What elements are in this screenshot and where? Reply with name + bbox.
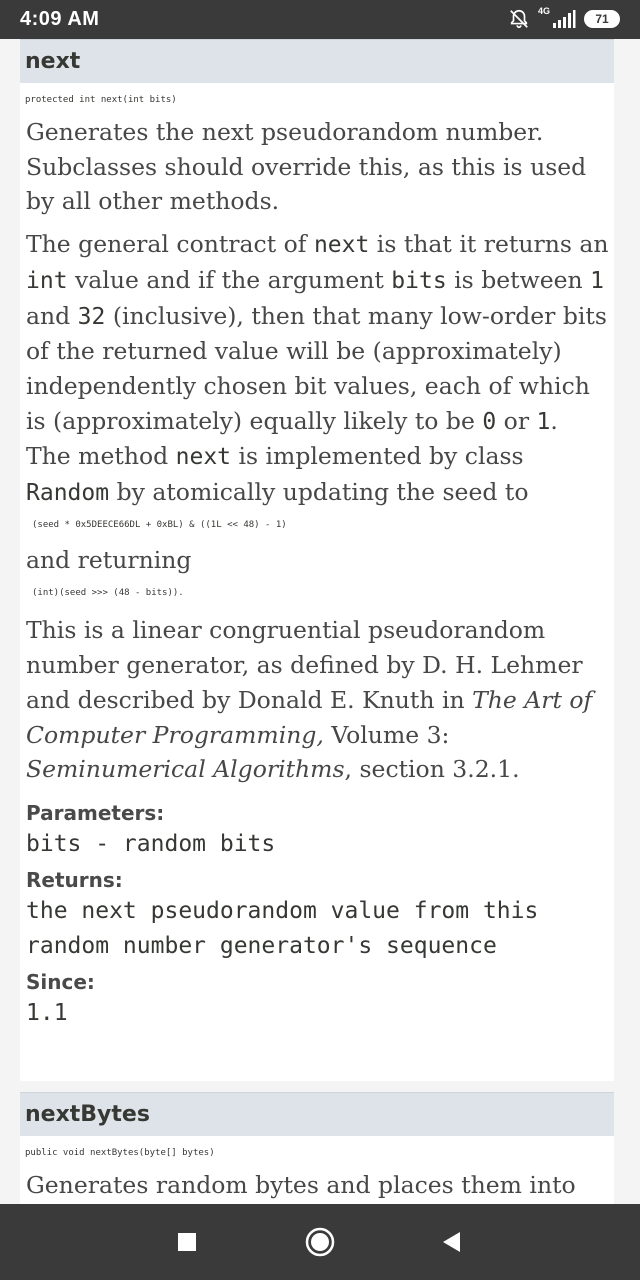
- description-paragraph: Generates random bytes and places them into: [26, 1171, 576, 1199]
- since-label: Since:: [26, 969, 95, 994]
- code-1b: 1: [536, 408, 551, 435]
- book-title: The Art of Computer Programming,: [26, 685, 593, 749]
- code-1: 1: [590, 267, 604, 294]
- doc-content[interactable]: [0, 39, 640, 1204]
- text-span: is that it returns an: [369, 230, 609, 259]
- status-time: 4:09 AM: [20, 8, 100, 30]
- back-button[interactable]: [435, 1226, 467, 1258]
- text-span: is between: [446, 265, 591, 294]
- text-span: , section 3.2.1.: [344, 755, 520, 784]
- back-triangle-icon: [440, 1230, 462, 1254]
- method-detail-nextBytes: [20, 1092, 614, 1204]
- volume-title: Seminumerical Algorithms: [26, 755, 345, 784]
- text-span: This is a linear congruential pseudorandom number generator, as defined by D. H. Lehmer and described by Donald E. Knuth in: [26, 616, 583, 714]
- method-detail-next: [20, 39, 614, 1081]
- text-span: Volume 3:: [323, 720, 450, 749]
- method-signature: protected int next(int bits): [25, 95, 177, 105]
- code-next-b: next: [175, 444, 232, 471]
- code-32: 32: [77, 303, 106, 330]
- parameters-label: Parameters:: [26, 800, 165, 825]
- returns-value: the next pseudorandom value from this random number generator's sequence: [26, 897, 539, 959]
- parameters-value: bits - random bits: [26, 830, 276, 857]
- code-int: int: [26, 267, 68, 294]
- method-title: nextBytes: [20, 1092, 614, 1136]
- status-icons: [508, 7, 620, 31]
- text-span: value and if the argument: [67, 265, 392, 294]
- method-title: next: [20, 39, 614, 83]
- recents-button[interactable]: [171, 1226, 203, 1258]
- code-random: Random: [26, 480, 110, 507]
- text-span: The general contract of: [26, 230, 314, 259]
- text-span: is implemented by class: [231, 442, 524, 471]
- method-signature: public void nextBytes(byte[] bytes): [25, 1148, 215, 1158]
- navigation-bar: [0, 1204, 640, 1280]
- code-0: 0: [482, 408, 497, 435]
- text-span: and: [26, 301, 78, 330]
- code-bits: bits: [391, 267, 447, 294]
- returns-label: Returns:: [26, 867, 123, 892]
- notifications-off-icon: [508, 8, 530, 30]
- network-type-label: 4G: [537, 6, 550, 16]
- circle-icon: [304, 1226, 336, 1258]
- and-returning-text: and returning: [26, 545, 192, 574]
- contract-paragraph: [20, 227, 614, 511]
- code-block-return: (int)(seed >>> (48 - bits)).: [32, 588, 184, 599]
- since-value: 1.1: [26, 999, 68, 1026]
- text-span: or: [496, 406, 537, 435]
- square-icon: [177, 1232, 197, 1252]
- home-button[interactable]: [304, 1226, 336, 1258]
- description-paragraph: Generates the next pseudorandom number. Subclasses should override this, as this is used by all other methods.: [26, 118, 587, 216]
- text-span: (inclusive), then that many low-order bits of the returned value will be (approximately) independently chosen bit values, each of which is (approximately) equally likely to be: [26, 301, 607, 435]
- lcg-paragraph: [20, 613, 614, 787]
- text-span: . The method: [26, 406, 558, 471]
- signal-icon: [552, 9, 576, 29]
- code-next: next: [313, 232, 370, 259]
- code-block-seed: (seed * 0x5DEECE66DL + 0xBL) & ((1L << 48) - 1): [32, 519, 287, 530]
- status-bar: [0, 0, 640, 39]
- battery-icon: 71: [584, 10, 620, 28]
- text-span: by atomically updating the seed to: [109, 478, 529, 507]
